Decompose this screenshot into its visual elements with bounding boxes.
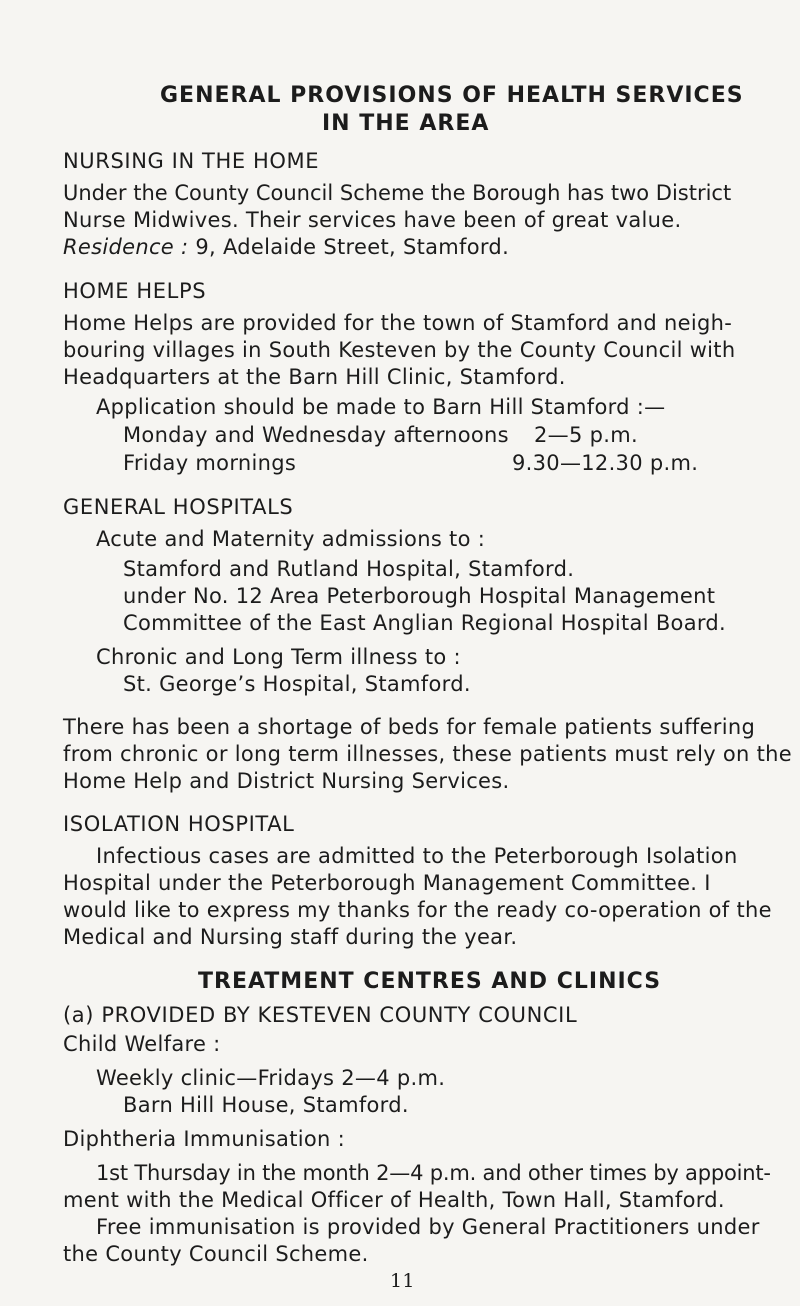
page-title-line-2: IN THE AREA — [322, 111, 490, 136]
diphtheria-label: Diphtheria Immunisation : — [63, 1127, 345, 1151]
section-heading-home-helps: HOME HELPS — [63, 279, 207, 303]
paragraph-line: There has been a shortage of beds for female patients suffering — [63, 715, 756, 739]
acute-label: Acute and Maternity admissions to : — [96, 527, 486, 551]
paragraph-line: Medical and Nursing staff during the year. — [63, 925, 518, 949]
paragraph-line: Headquarters at the Barn Hill Clinic, Stamford. — [63, 365, 566, 389]
paragraph-line: Home Helps are provided for the town of Stamford and neigh- — [63, 311, 733, 335]
section-heading-isolation: ISOLATION HOSPITAL — [63, 812, 295, 836]
schedule-day: Friday mornings — [123, 451, 297, 475]
free-immunisation-line: the County Council Scheme. — [63, 1242, 369, 1266]
section-title-treatment: TREATMENT CENTRES AND CLINICS — [198, 969, 662, 994]
acute-line: Stamford and Rutland Hospital, Stamford. — [123, 557, 575, 581]
child-welfare-line: Barn Hill House, Stamford. — [123, 1093, 409, 1117]
paragraph-line: Infectious cases are admitted to the Peterborough Isolation — [96, 844, 738, 868]
residence-line — [63, 234, 509, 260]
section-heading-general-hospitals: GENERAL HOSPITALS — [63, 495, 294, 519]
paragraph-line: bouring villages in South Kesteven by the County Council with — [63, 338, 736, 362]
paragraph-line: Nurse Midwives. Their services have been of great value. — [63, 208, 682, 232]
application-line: Application should be made to Barn Hill Stamford :— — [96, 395, 666, 419]
chronic-label: Chronic and Long Term illness to : — [96, 645, 461, 669]
schedule-day: Monday and Wednesday afternoons — [123, 423, 509, 447]
acute-line: Committee of the East Anglian Regional Hospital Board. — [123, 611, 727, 635]
free-immunisation-line: Free immunisation is provided by General Practitioners under — [96, 1215, 760, 1239]
child-welfare-line: Weekly clinic—Fridays 2—4 p.m. — [96, 1066, 446, 1090]
residence-label: Residence : — [63, 235, 189, 259]
diphtheria-line: 1st Thursday in the month 2—4 p.m. and other times by appoint- — [96, 1161, 771, 1185]
sub-heading-kesteven: (a) PROVIDED BY KESTEVEN COUNTY COUNCIL — [63, 1003, 578, 1027]
page-title-line-1: GENERAL PROVISIONS OF HEALTH SERVICES — [160, 83, 744, 108]
paragraph-line — [63, 180, 779, 206]
schedule-time: 2—5 p.m. — [534, 423, 638, 447]
diphtheria-line: ment with the Medical Officer of Health, Town Hall, Stamford. — [63, 1188, 725, 1212]
schedule-time: 9.30—12.30 p.m. — [512, 451, 699, 475]
paragraph-line: from chronic or long term illnesses, these patients must rely on the — [63, 742, 793, 766]
residence-value: 9, Adelaide Street, Stamford. — [195, 235, 510, 259]
paragraph-line: Home Help and District Nursing Services. — [63, 769, 510, 793]
acute-line: under No. 12 Area Peterborough Hospital Management — [123, 584, 716, 608]
page-number: 11 — [390, 1270, 415, 1292]
paragraph-line: Hospital under the Peterborough Management Committee. I — [63, 871, 711, 895]
chronic-line: St. George’s Hospital, Stamford. — [123, 672, 471, 696]
text-line: Under the County Council Scheme the Borough has two District — [63, 181, 732, 205]
child-welfare-label: Child Welfare : — [63, 1032, 221, 1056]
section-heading-nursing: NURSING IN THE HOME — [63, 149, 320, 173]
paragraph-line: would like to express my thanks for the ready co-operation of the — [63, 898, 772, 922]
